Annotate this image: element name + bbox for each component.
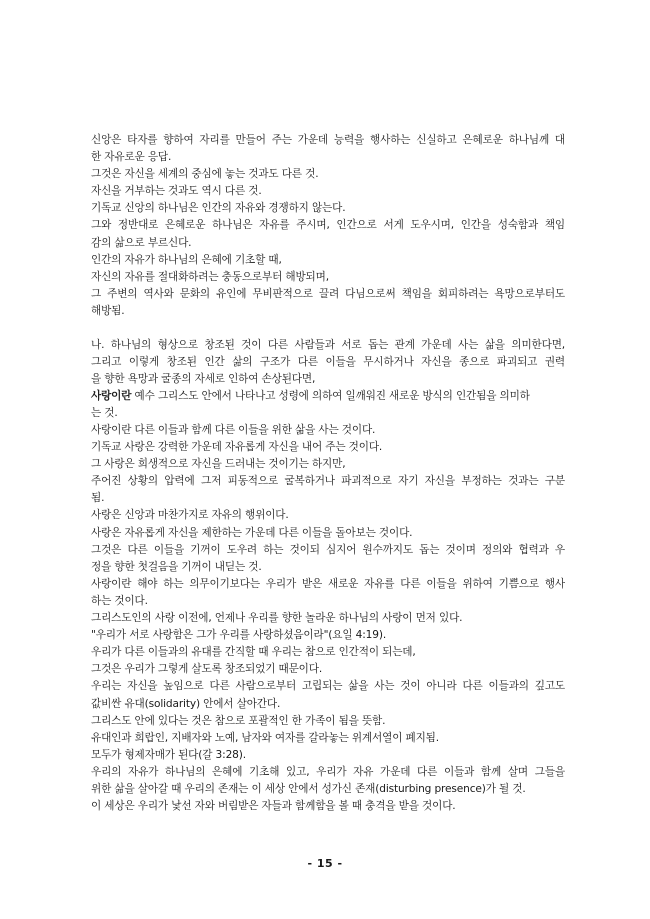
text-line: 나. 하나님의 형상으로 창조된 것이 다른 사람들과 서로 돕는 관계 가운데 사는 삶을 의미한다면,: [91, 338, 565, 351]
text-line: 해방됨.: [91, 304, 125, 317]
paragraph-faith: [91, 132, 565, 320]
text-line: 그것은 우리가 그렇게 살도록 창조되었기 때문이다.: [91, 663, 323, 676]
text-line: 주어진 상황의 압력에 그저 피동적으로 굴복하거나 파괴적으로 자기 자신을 부정하는 것과는 구분: [91, 475, 565, 488]
text-line: 우리의 자유가 하나님의 은혜에 기초해 있고, 우리가 자유 가운데 다른 이들과 함께 살며 그들을: [91, 765, 565, 778]
text-line: [91, 388, 565, 405]
text-line: 모두가 형제자매가 된다(갈 3:28).: [91, 748, 246, 761]
text-line: 신앙은 타자를 향하여 자리를 만들어 주는 가운데 능력을 행사하는 신실하고 은혜로운 하나님께 대: [91, 134, 565, 146]
text-line: 는 것.: [91, 406, 118, 419]
text-line: 을 향한 욕망과 굴종의 자세로 인하여 손상된다면,: [91, 372, 316, 385]
text-line: 자신을 거부하는 것과도 역시 다른 것.: [91, 185, 262, 198]
text-line: 이 세상은 우리가 낯선 자와 버림받은 자들과 함께함을 볼 때 충격을 받을 것이다.: [91, 800, 456, 813]
text-line: 그 사랑은 희생적으로 자신을 드러내는 것이기는 하지만,: [91, 458, 346, 471]
text-line: 하는 것이다.: [91, 594, 148, 607]
text-line: 됨.: [91, 492, 105, 505]
text-line: 사랑은 자유롭게 자신을 제한하는 가운데 다른 이들을 돌아보는 것이다.: [91, 526, 413, 539]
text-line: 사랑이란 해야 하는 의무이기보다는 우리가 받은 새로운 자유를 다른 이들을 위하여 기쁨으로 행사: [91, 577, 565, 590]
text-line: 그리스도인의 사랑 이전에, 언제나 우리를 향한 놀라운 하나님의 사랑이 먼저 있다.: [91, 612, 463, 625]
text-line: 기독교 사랑은 강력한 가운데 자유롭게 자신을 내어 주는 것이다.: [91, 441, 383, 454]
text-line: "우리가 서로 사랑함은 그가 우리를 사랑하셨음이라"(요일 4:19).: [91, 629, 387, 642]
text-line: 사랑은 신앙과 마찬가지로 자유의 행위이다.: [91, 509, 289, 522]
text-line: 정을 향한 첫걸음을 기꺼이 내딛는 것.: [91, 560, 262, 573]
text-line: 사랑이란 다른 이들과 함께 다른 이들을 위한 삶을 사는 것이다.: [91, 424, 376, 436]
text-line: 한 자유로운 응답.: [91, 151, 172, 164]
body-text: [91, 132, 565, 815]
text-line: 기독교 신앙의 하나님은 인간의 자유와 경쟁하지 않는다.: [91, 202, 346, 215]
text-line: 인간의 자유가 하나님의 은혜에 기초할 때,: [91, 253, 282, 266]
text-line: 그와 정반대로 은혜로운 하나님은 자유를 주시며, 인간으로 서게 도우시며, 인간을 성숙함과 책임: [91, 219, 565, 232]
paragraph-gap: [91, 320, 565, 337]
text-line: 위한 삶을 살아갈 때 우리의 존재는 이 세상 안에서 성가신 존재(disturbing presence)가 될 것.: [91, 782, 526, 795]
text-line: 그것은 자신을 세계의 중심에 놓는 것과도 다른 것.: [91, 168, 319, 181]
page-number: - 15 -: [307, 857, 343, 870]
text-line: 감의 삶으로 부르신다.: [91, 236, 192, 249]
text-line: 우리가 다른 이들과의 유대를 간직할 때 우리는 참으로 인간적이 되는데,: [91, 646, 416, 659]
text-line: 유대인과 희랍인, 지배자와 노예, 남자와 여자를 갈라놓는 위계서열이 폐지됨.: [91, 731, 439, 744]
paragraph-love: [91, 337, 565, 816]
text-line: 우리는 자신을 높임으로 다른 사람으로부터 고립되는 삶을 사는 것이 아니라 다른 이들과의 깊고도: [91, 680, 565, 693]
text-line: 값비싼 유대(solidarity) 안에서 살아간다.: [91, 697, 281, 710]
love-keyword: 사랑이란: [91, 389, 132, 402]
love-definition: 예수 그리스도 안에서 나타나고 성령에 의하여 일깨워진 새로운 방식의 인간됨을 의미하: [131, 389, 530, 402]
text-line: 그 주변의 역사와 문화의 유인에 무비판적으로 끌려 다님으로써 책임을 회피하려는 욕망으로부터도: [91, 287, 565, 300]
text-line: 자신의 자유를 절대화하려는 충동으로부터 해방되며,: [91, 270, 329, 283]
text-line: 그것은 다른 이들을 기꺼이 도우려 하는 것이되 심지어 원수까지도 돕는 것이며 정의와 협력과 우: [91, 543, 565, 556]
text-line: 그리스도 안에 있다는 것은 참으로 포괄적인 한 가족이 됨을 뜻함.: [91, 714, 386, 727]
text-line: 그리고 이렇게 창조된 인간 삶의 구조가 다른 이들을 무시하거나 자신을 종으로 파괴되고 권력: [91, 355, 565, 368]
